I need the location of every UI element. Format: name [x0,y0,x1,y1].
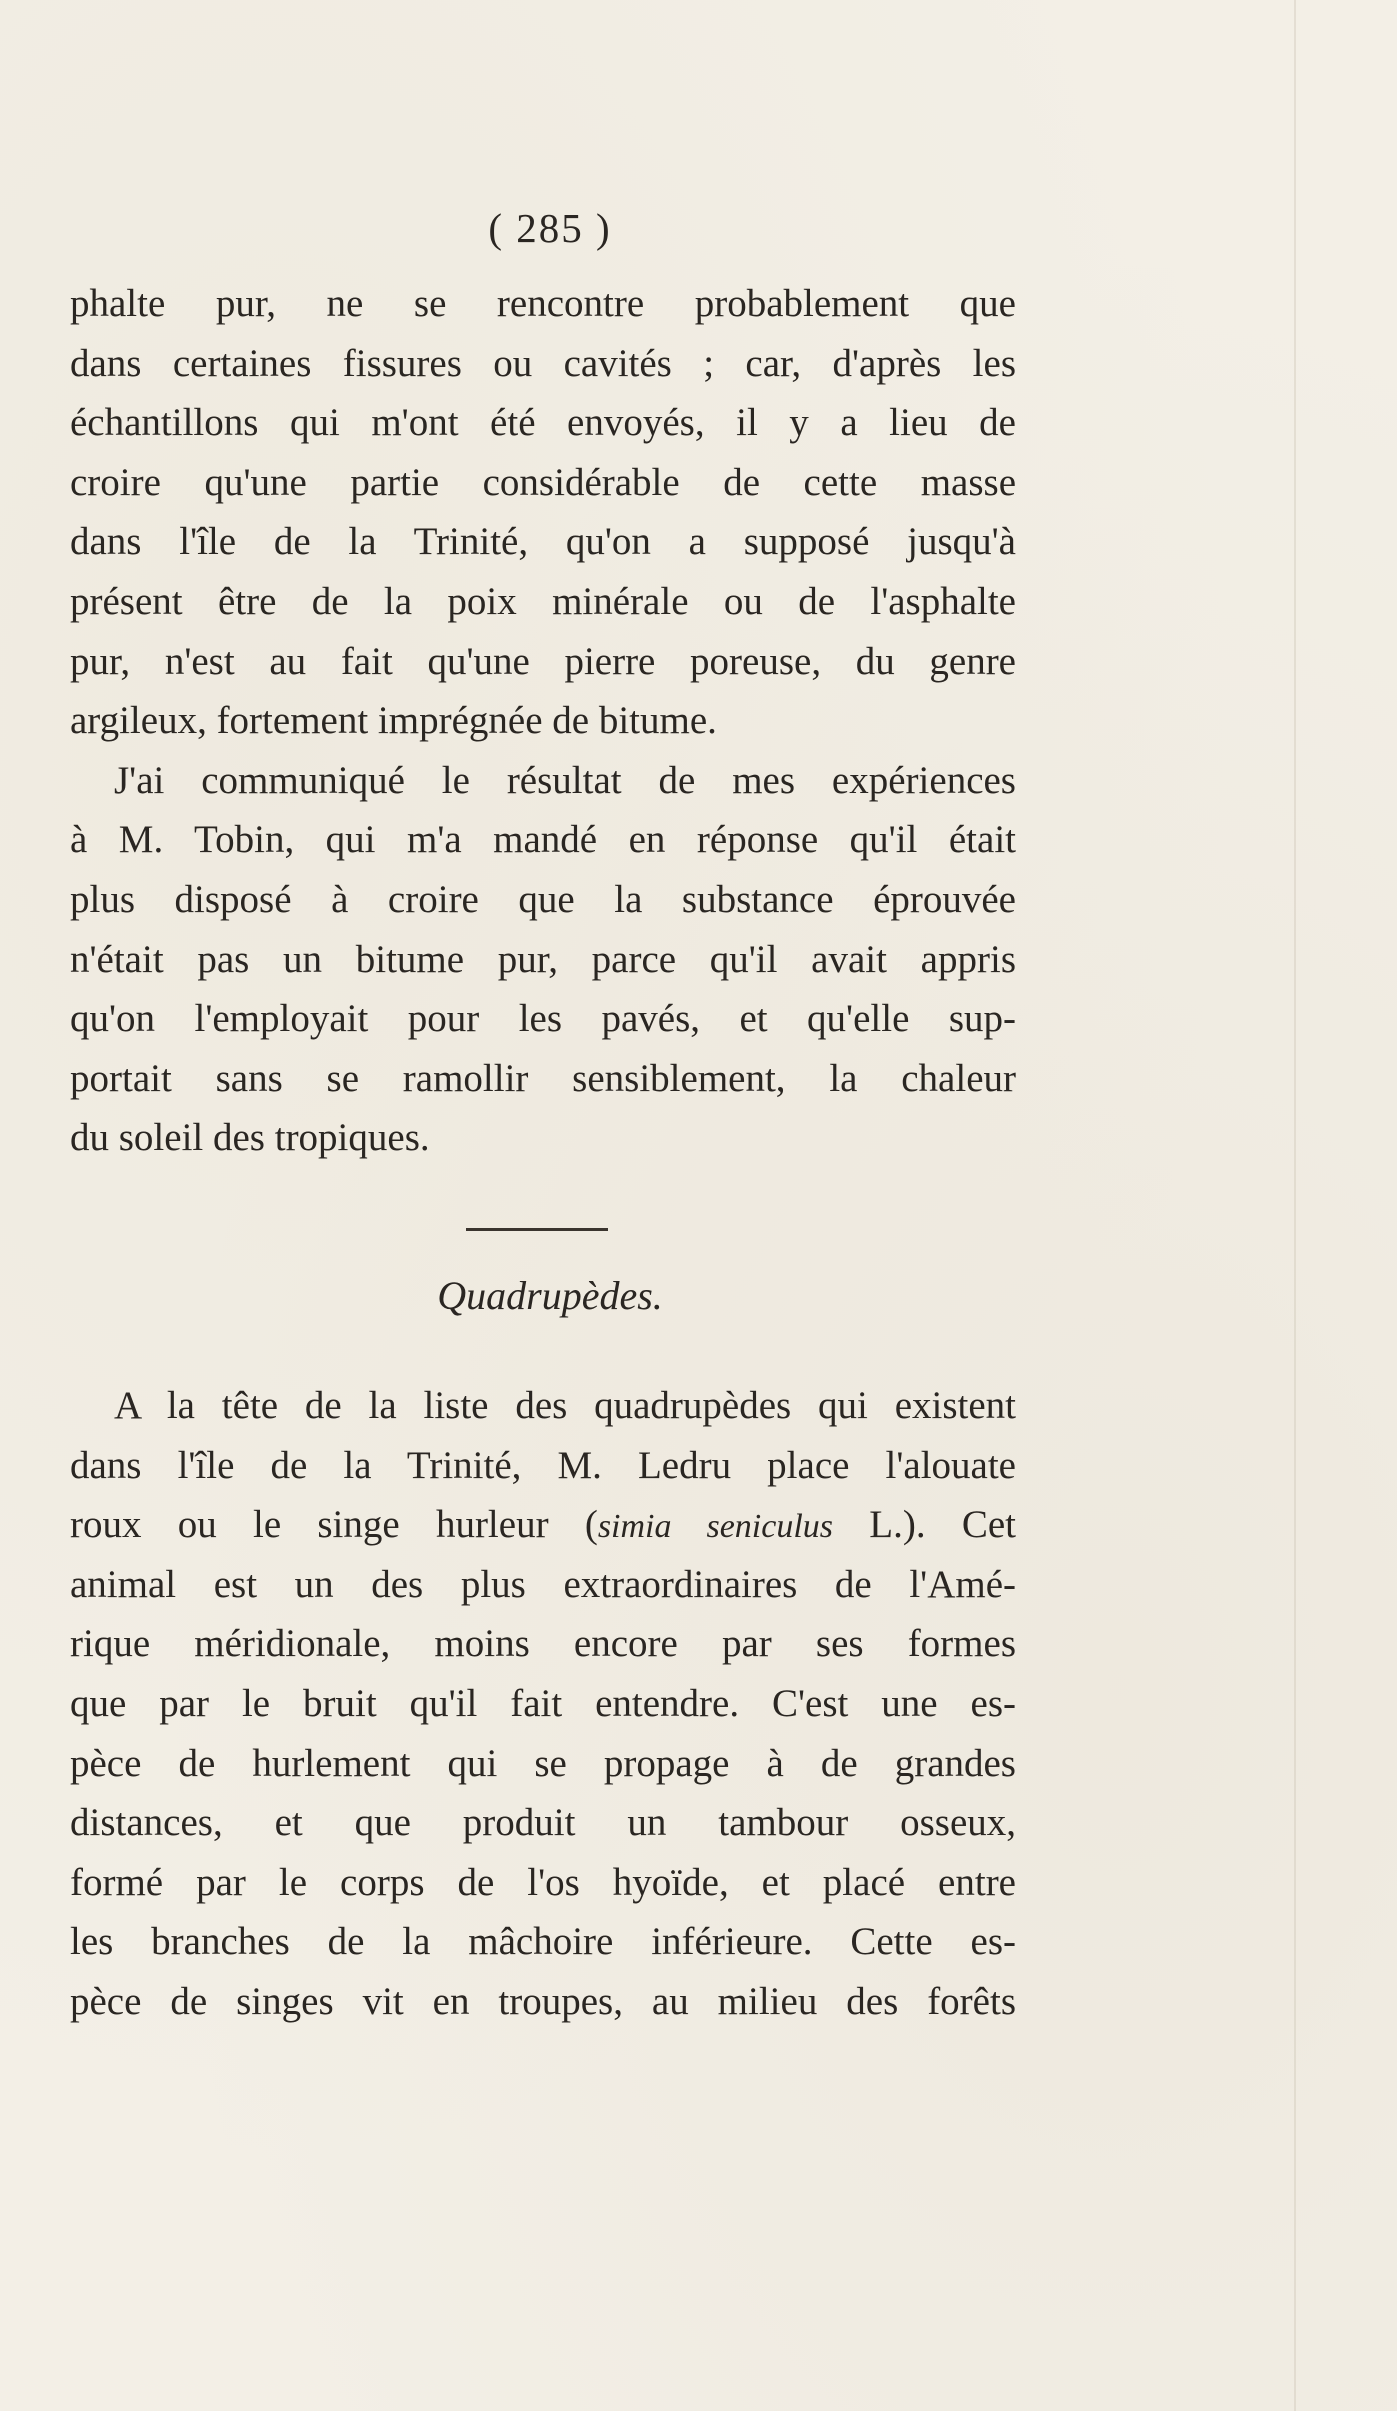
text-line: dans l'île de la Trinité, qu'on a supposé jusqu'à [70,520,1016,564]
text-line: dans certaines fissures ou cavités ; car, d'après les [70,341,1016,385]
text-line: les branches de la mâchoire inférieure. Cette es- [70,1920,1016,1964]
page-fold-shadow [1294,0,1296,2411]
page-number: ( 285 ) [488,205,612,251]
text-line: plus disposé à croire que la substance éprouvée [70,877,1016,921]
text-line [70,1495,1016,1555]
text-line: que par le bruit qu'il fait entendre. C'est une es- [70,1681,1016,1725]
text-line: échantillons qui m'ont été envoyés, il y a lieu de [70,401,1016,445]
paragraph-asphalte [70,274,1016,751]
paragraph-quadrupedes [70,1376,1016,2032]
text-fragment: L.). Cet [833,1503,1016,1547]
text-line: présent être de la poix minérale ou de l'asphalte [70,579,1016,623]
text-line: A la tête de la liste des quadrupèdes qui existent [114,1384,1016,1427]
text-line: J'ai communiqué le résultat de mes expériences [114,758,1016,802]
text-line: qu'on l'employait pour les pavés, et qu'elle sup- [70,997,1016,1041]
text-line: du soleil des tropiques. [70,1116,430,1160]
text-line: pèce de hurlement qui se propage à de grandes [70,1741,1016,1785]
text-line: portait sans se ramollir sensiblement, la chaleur [70,1056,1016,1100]
text-line: argileux, fortement imprégnée de bitume. [70,699,717,743]
text-line: dans l'île de la Trinité, M. Ledru place l'alouate [70,1443,1016,1487]
text-line: pur, n'est au fait qu'une pierre poreuse, du genre [70,639,1016,683]
text-line: croire qu'une partie considérable de cette masse [70,460,1016,504]
section-divider [466,1228,608,1231]
text-fragment: roux ou le singe hurleur ( [70,1503,598,1547]
text-line: formé par le corps de l'os hyoïde, et placé entre [70,1860,1016,1904]
text-block-top [70,274,1016,1168]
text-line: n'était pas un bitume pur, parce qu'il avait appris [70,937,1016,981]
text-line: à M. Tobin, qui m'a mandé en réponse qu'il était [70,818,1016,862]
text-line: animal est un des plus extraordinaires de l'Amé- [70,1562,1016,1606]
species-name-italic: simia seniculus [597,1508,834,1546]
text-line: rique méridionale, moins encore par ses formes [70,1622,1016,1666]
text-line: phalte pur, ne se rencontre probablement que [70,282,1016,325]
text-line: distances, et que produit un tambour osseux, [70,1801,1016,1845]
section-heading: Quadrupèdes. [437,1273,663,1318]
paragraph-tobin [70,751,1016,1168]
text-line: pèce de singes vit en troupes, au milieu des forêts [70,1979,1016,2023]
